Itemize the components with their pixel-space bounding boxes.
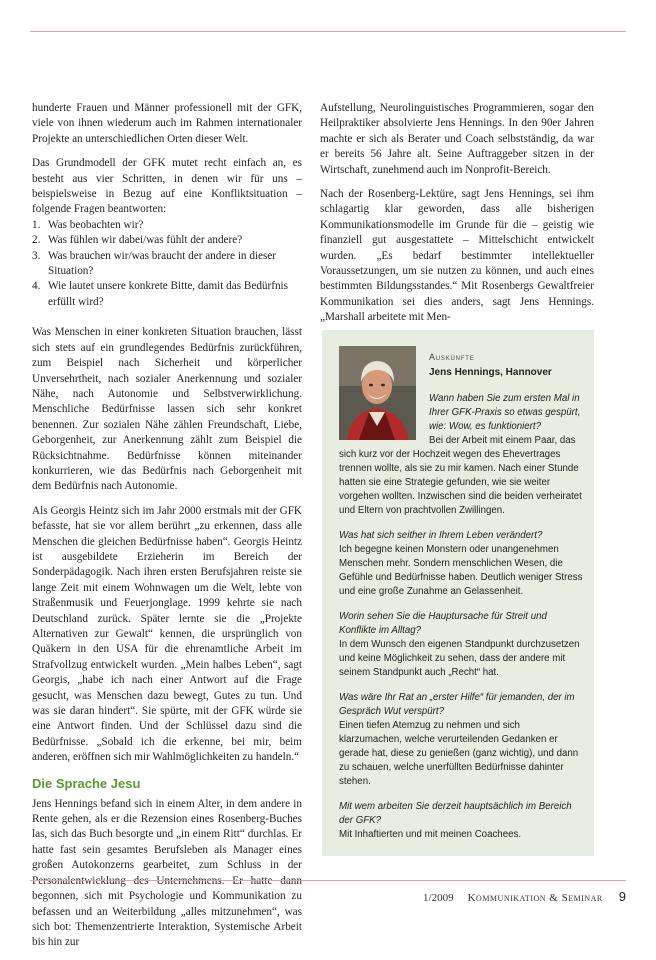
list-item: 1. Was beobachten wir?	[32, 218, 144, 231]
infobox-body	[339, 392, 583, 853]
infobox-kicker: Auskünfte	[429, 352, 475, 362]
paragraph: Was Menschen in einer konkreten Situation brauchen, lässt sich stets auf ein grundlegendes Bedürfnis zurückführen, zum Beispiel nach Sicherheit und körperlicher Unversehrtheit, nach sozialer Anerkennung und sozialer Nähe, nach Autonomie und Selbstverwirklichung. Menschliche Bedürfnisse lassen sich sehr konkret benennen. Zur sozialen Nähe zählen Freundschaft, Liebe, Geborgenheit, zur Anerkennung zählt zum Beispiel die Rücksichtnahme. Bedürfnisse können miteinander konkurrieren, wie das Bedürfnis nach Geborgenheit mit dem Bedürfnis nach Autonomie.	[32, 326, 302, 493]
interviewee-name: Jens Hennings, Hannover	[429, 367, 552, 378]
question-list	[32, 218, 302, 310]
interview-answer: Ich begegne keinen Monstern oder unangenehmen Menschen mehr. Sondern menschlichen Wesen, die Gefühle und Bedürfnisse haben. Deutlich weniger Stress und eine große Zunahme an Gelassenheit.	[339, 544, 583, 597]
page-number: 9	[618, 889, 626, 904]
paragraph: Jens Hennings befand sich in einem Alter, in dem andere in Rente gehen, als er die Rezension eines Rosenberg-Buches las, sich das Buch besorgte und „in einem Ritt“ durchlas. Er hatte fast sein gesamtes Berufsleben als Manager eines großen Autokonzerns gearbeitet, zum Schluss in der begonnen, sich mit Psychologie und Kommunikation zu befassen und an Weiterbildung „alles mitzunehmen“, was sich bot: Themenzentrierte Interaktion, Systemische Arbeit bis hin zur	[32, 797, 302, 949]
magazine-title: Kommunikation & Seminar	[467, 892, 603, 904]
interview-answer: Mit Inhaftierten und mit meinen Coachees.	[339, 829, 522, 840]
interview-question: Mit wem arbeiten Sie derzeit hauptsächlich im Bereich der GFK?	[339, 801, 572, 826]
paragraph: Nach der Rosenberg-Lektüre, sagt Jens Hennings, sei ihm schlagartig klar geworden, dass alle bisherigen Kommunikationsmodelle im Grunde für die – geistig wie finanziell gut ausgestattete – Mittelschicht entwickelt wurden. „Es bedarf bestimmter intellektueller Voraussetzungen, um sie nutzen zu können, und auch eines bestimmten Bildungsstandes.“ Mit Rosenbergs Gewaltfreier Kommunikation sei dies anders, sagt Jens Hennings. „Marshall arbeitete mit Men-	[320, 188, 594, 324]
top-rule	[30, 31, 626, 32]
list-item: 3. Was brauchen wir/was braucht der andere in dieser Situation?	[32, 249, 277, 278]
issue-number: 1/2009	[423, 892, 454, 904]
page-footer	[423, 889, 626, 904]
interview-infobox	[322, 330, 594, 856]
section-heading: Die Sprache Jesu	[32, 775, 141, 791]
paragraph: Als Georgis Heintz sich im Jahr 2000 erstmals mit der GFK befasste, hat sie vor allem berührt „zu erkennen, dass alle Menschen die gleichen Bedürfnisse haben“. Georgis Heintz ist ausgebildete Erzieherin im Bereich der Sonderpädagogik. Nach ihren ersten Berufsjahren reiste sie lange Zeit mit einem Wohnwagen um die Welt, lebte von Straßenmusik und Feuerjonglage. 1999 kehrte sie nach Deutschland zurück. Später lernte sie die „Projekte Alternativen zur Gewalt“ kennen, die ursprünglich von Quäkern in den USA für die ehrenamtliche Arbeit im Strafvollzug entwickelt wurden. „Mein halbes Leben“, sagt Georgis, „habe ich nach einer Antwort auf die Frage gesucht, was Menschen dazu bewegt, Gutes zu tun. Und was sie daran hindert“. Sie spürte, mit der GFK würde sie eine Antwort finden. Und der Schlüssel dazu sind die Bedürfnisse. „Sobald ich die erkenne, bei mir, beim anderen, eröffnen sich mir Wahlmöglichkeiten zu handeln.“	[32, 504, 302, 764]
interview-answer: Bei der Arbeit mit einem Paar, das sich kurz vor der Hochzeit wegen des Ehevertrages trennen wollte, als sie zu mir kamen. Nach einer Stunde hatten sie eine Strategie gefunden, wie sie weiter vorgehen wollten. Inzwischen sind die beiden verheiratet und Eltern von prachtvollen Zwillingen.	[339, 435, 582, 516]
paragraph: hunderte Frauen und Männer professionell mit der GFK, viele von ihnen wiederum auch im Rahmen internationaler Projekte an unterschiedlichen Orten dieser Welt.	[32, 102, 302, 145]
list-item: 4. Wie lautet unsere konkrete Bitte, damit das Bedürfnis erfüllt wird?	[32, 280, 289, 308]
paragraph: Aufstellung, Neurolinguistisches Programmieren, sogar den Heilpraktiker absolvierte Jens Hennings. In den 90er Jahren machte er sich als Berater und Coach selbstständig, da war er bereits 56 Jahre alt. Seine Auftraggeber sitzen in der Wirtschaft, zunehmend auch im Nonprofit-Bereich.	[320, 102, 594, 176]
right-column	[320, 101, 594, 335]
interview-question: Was hat sich seither in Ihrem Leben verändert?	[339, 530, 543, 541]
paragraph: Das Grundmodell der GFK mutet recht einfach an, es besteht aus vier Schritten, in denen wir für uns – beispielsweise in Bezug auf eine Konfliktsituation – folgende Fragen beantworten:	[32, 157, 302, 216]
interview-answer: In dem Wunsch den eigenen Standpunkt durchzusetzen und keine Möglichkeit zu sehen, dass der andere mit seinem Standpunkt auch „Recht“ hat.	[339, 639, 580, 678]
list-item: 2. Was fühlen wir dabei/was fühlt der andere?	[32, 234, 243, 247]
interview-question: Wann haben Sie zum ersten Mal in Ihrer GFK-Praxis so etwas gespürt, wie: Wow, es funktioniert?	[429, 393, 581, 432]
bottom-rule	[30, 880, 626, 881]
interview-answer: Einen tiefen Atemzug zu nehmen und sich klarzumachen, welche verurteilenden Gedanken er gerade hat, diese zu genießen (ganz wichtig), und dann zu schauen, welche unerfüllten Bedürfnisse dahinter stehen.	[339, 720, 579, 787]
infobox-header	[429, 350, 579, 380]
left-column	[32, 101, 302, 960]
interview-question: Was wäre Ihr Rat an „erster Hilfe“ für jemanden, der im Gespräch Wut verspürt?	[339, 692, 575, 717]
interview-question: Worin sehen Sie die Hauptursache für Streit und Konflikte im Alltag?	[339, 611, 547, 636]
